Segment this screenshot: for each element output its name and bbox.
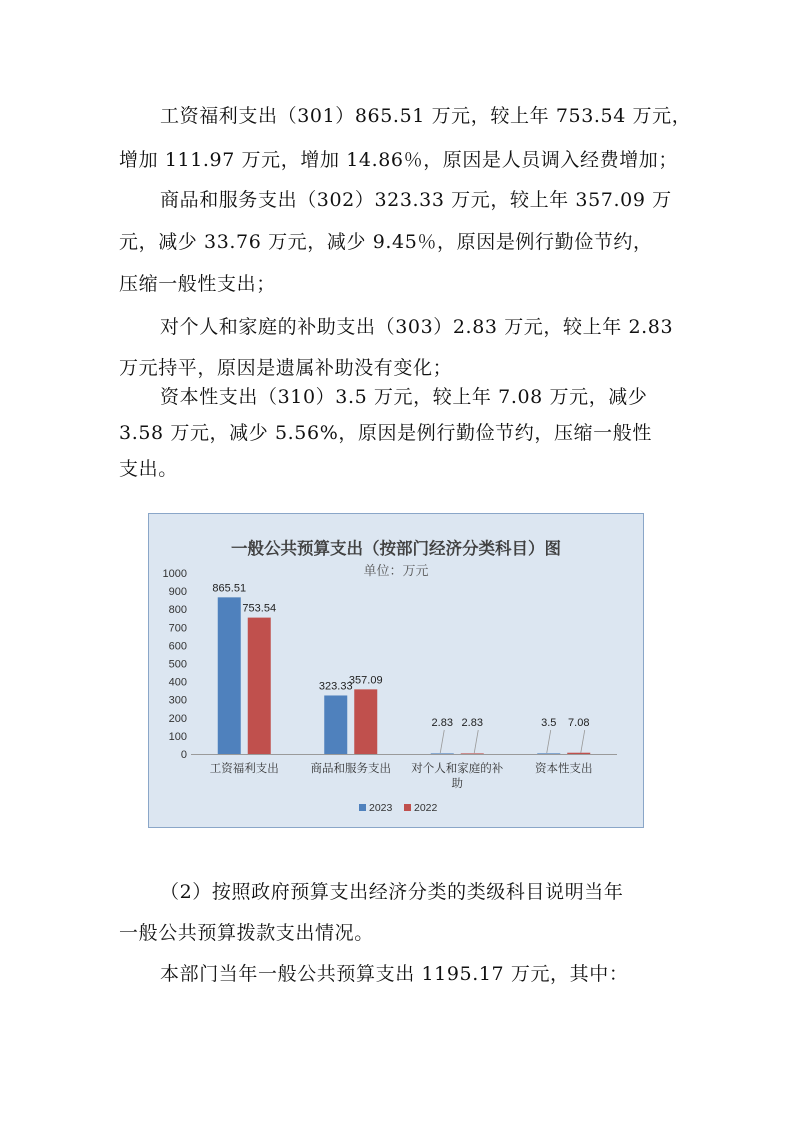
data-label: 2.83 bbox=[431, 717, 453, 729]
y-tick-label: 1000 bbox=[162, 568, 187, 580]
bar-2022 bbox=[567, 753, 590, 754]
y-tick-label: 300 bbox=[168, 694, 187, 707]
paragraph-line: 增加 111.97 万元，增加 14.86％，原因是人员调入经费增加； bbox=[119, 149, 678, 171]
bar-2023 bbox=[537, 753, 560, 754]
y-tick-label: 100 bbox=[168, 730, 187, 743]
x-tick-label: 对个人和家庭的补 bbox=[411, 763, 504, 775]
paragraph-line: 支出。 bbox=[119, 458, 178, 480]
bar-2022 bbox=[248, 618, 271, 754]
y-tick-label: 600 bbox=[168, 640, 187, 653]
legend-label: 2022 bbox=[414, 802, 438, 814]
y-tick-label: 900 bbox=[168, 586, 187, 599]
bar-2023 bbox=[431, 753, 454, 754]
x-tick-label: 资本性支出 bbox=[535, 763, 593, 775]
legend-swatch-2023 bbox=[359, 804, 366, 811]
y-tick-label: 200 bbox=[168, 712, 187, 725]
paragraph-line: 本部门当年一般公共预算支出 1195.17 万元，其中： bbox=[160, 963, 629, 985]
bar-2023 bbox=[218, 597, 241, 754]
data-label: 357.09 bbox=[348, 674, 383, 687]
paragraph-line: 商品和服务支出（302）323.33 万元，较上年 357.09 万 bbox=[160, 189, 672, 211]
bar-2022 bbox=[461, 753, 484, 754]
paragraph-line: 压缩一般性支出； bbox=[119, 273, 276, 295]
paragraph-line: 3.58 万元，减少 5.56%，原因是例行勤俭节约，压缩一般性 bbox=[119, 422, 652, 444]
data-label: 7.08 bbox=[568, 717, 590, 729]
y-tick-label: 0 bbox=[180, 749, 187, 761]
paragraph-line: （2）按照政府预算支出经济分类的类级科目说明当年 bbox=[160, 881, 624, 903]
data-label: 865.51 bbox=[212, 582, 247, 595]
legend-label: 2023 bbox=[369, 802, 393, 814]
y-tick-label: 700 bbox=[168, 622, 187, 635]
leader-line bbox=[474, 730, 478, 753]
y-tick-label: 400 bbox=[168, 676, 187, 689]
data-label: 753.54 bbox=[242, 602, 277, 615]
expenditure-chart bbox=[148, 513, 644, 828]
y-tick-label: 800 bbox=[168, 604, 187, 617]
chart-canvas bbox=[149, 514, 643, 827]
x-tick-label: 工资福利支出 bbox=[209, 763, 279, 775]
chart-subtitle: 单位：万元 bbox=[363, 563, 429, 578]
bar-2023 bbox=[324, 695, 347, 754]
x-tick-label: 助 bbox=[451, 778, 463, 790]
data-label: 323.33 bbox=[318, 680, 353, 693]
paragraph-line: 一般公共预算拨款支出情况。 bbox=[119, 922, 374, 944]
paragraph-line: 对个人和家庭的补助支出（303）2.83 万元，较上年 2.83 bbox=[160, 316, 674, 338]
paragraph-line: 资本性支出（310）3.5 万元，较上年 7.08 万元，减少 bbox=[160, 386, 648, 408]
leader-line bbox=[581, 730, 585, 753]
data-label: 3.5 bbox=[541, 717, 557, 729]
paragraph-line: 工资福利支出（301）865.51 万元，较上年 753.54 万元， bbox=[160, 105, 692, 127]
paragraph-line: 万元持平，原因是遗属补助没有变化； bbox=[119, 357, 453, 379]
bar-2022 bbox=[354, 689, 377, 754]
data-label: 2.83 bbox=[461, 717, 483, 729]
chart-title: 一般公共预算支出（按部门经济分类科目）图 bbox=[231, 540, 561, 558]
leader-line bbox=[440, 730, 444, 753]
leader-line bbox=[547, 730, 551, 753]
legend-swatch-2022 bbox=[404, 804, 411, 811]
y-tick-label: 500 bbox=[168, 658, 187, 671]
x-tick-label: 商品和服务支出 bbox=[310, 763, 391, 775]
paragraph-line: 元，减少 33.76 万元，减少 9.45％，原因是例行勤俭节约， bbox=[119, 231, 653, 253]
